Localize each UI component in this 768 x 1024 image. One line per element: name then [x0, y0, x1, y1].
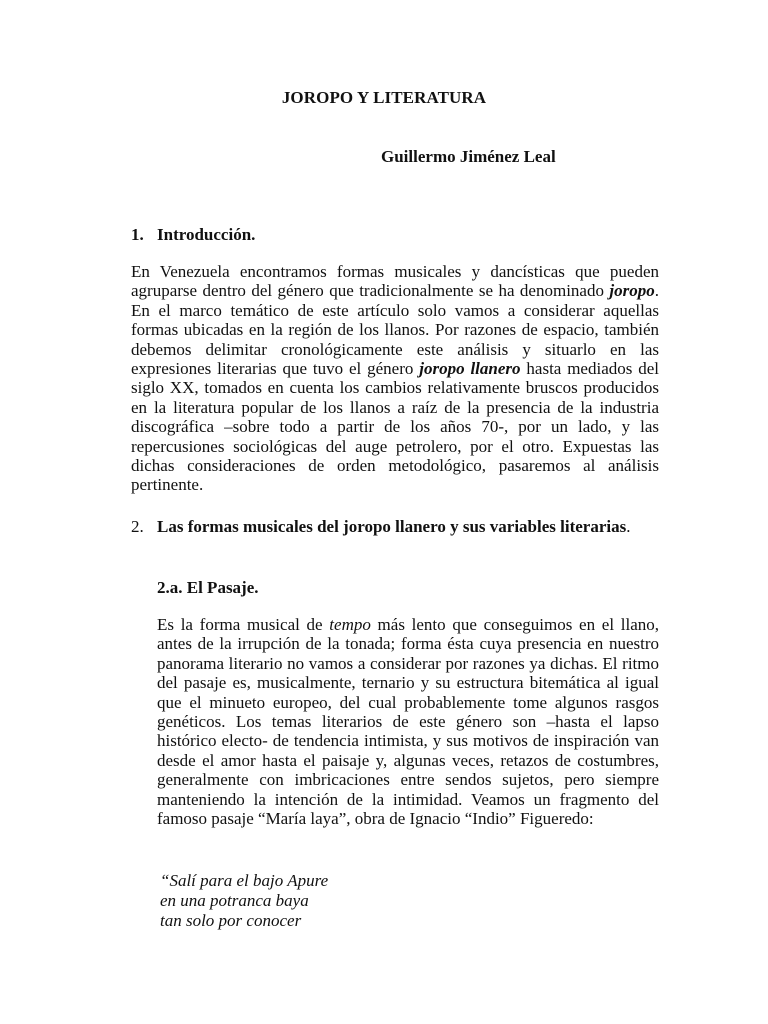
verse-quote: [160, 871, 328, 931]
pasaje-text-a: Es la forma musical de: [157, 615, 330, 634]
term-joropo-llanero: joropo llanero: [419, 359, 521, 379]
term-tempo: tempo: [329, 615, 371, 634]
subsection-2a-heading: 2.a. El Pasaje.: [157, 578, 259, 597]
pasaje-text-b: más lento que conseguimos en el llano, antes de la irrupción de la tonada; forma ésta cuya presencia en nuestro panorama literario no vamos a considerar por razones ya dichas. El ritmo del pasaje es, musicalmente, ternario y su estructura bitemática al igual que el minueto europeo, del cual probablemente tome algunos rasgos genéticos. Los temas literarios de este género son –hasta el lapso histórico electo- de tendencia intimista, y sus motivos de inspiración van desde el amor hasta el paisaje y, algunas veces, retazos de costumbres, generalmente con imbricaciones entre sendos sujetos, pero siempre manteniendo la intención de la intimidad. Veamos un fragmento del famoso pasaje “María laya”, obra de Ignacio “Indio” Figueredo:: [157, 615, 660, 829]
section-2-title-tail: .: [626, 517, 631, 536]
intro-paragraph: [131, 262, 659, 495]
term-joropo: joropo: [609, 281, 655, 301]
verse-line: tan solo por conocer: [160, 911, 302, 930]
verse-line: “Salí para el bajo Apure: [160, 871, 329, 890]
document-title: JOROPO Y LITERATURA: [281, 88, 487, 107]
intro-text-a: En Venezuela encontramos formas musicales y dancísticas que pueden agruparse dentro del género que tradicionalmente se ha denominado: [131, 262, 659, 301]
section-1-heading: [131, 225, 255, 245]
section-2-heading: [131, 517, 659, 537]
section-1-number: 1.: [131, 225, 144, 244]
author-name: Guillermo Jiménez Leal: [381, 147, 556, 166]
pasaje-paragraph: [157, 615, 659, 828]
section-1-title: Introducción.: [157, 225, 256, 244]
section-2-title: Las formas musicales del joropo llanero y sus variables literarias: [157, 517, 627, 536]
intro-text-c: hasta mediados del siglo XX, tomados en cuenta los cambios relativamente bruscos producidos en la literatura popular de los llanos a raíz de la presencia de la industria discográfica –sobre todo a partir de los años 70-, por un lado, y las repercusiones sociológicas del auge petrolero, por el otro. Expuestas las dichas consideraciones de orden metodológico, pasaremos al análisis pertinente.: [131, 359, 659, 495]
intro-text-b: . En el marco temático de este artículo solo vamos a considerar aquellas formas ubicadas en la región de los llanos. Por razones de espacio, también debemos delimitar cronológicamente este análisis y situarlo en las expresiones literarias que tuvo el género: [131, 281, 659, 379]
section-2-number: 2.: [131, 517, 144, 536]
verse-line: en una potranca baya: [160, 891, 309, 910]
